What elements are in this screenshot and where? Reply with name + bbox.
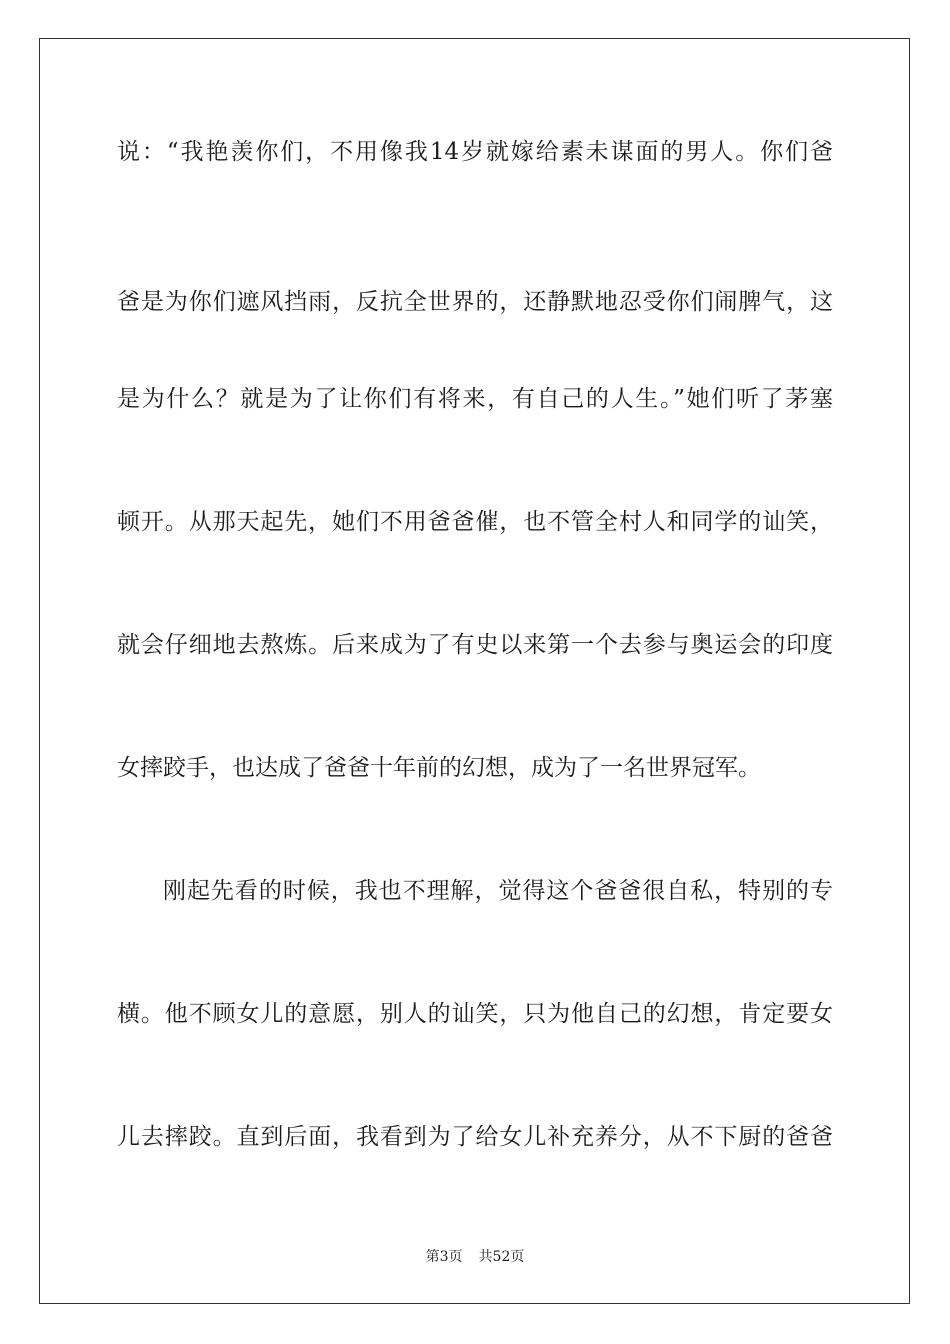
- page-total: 共52页: [478, 1249, 525, 1265]
- text-line: 横。他不顾女儿的意愿，别人的讪笑，只为他自己的幻想，肯定要女: [117, 1001, 833, 1027]
- page-number: 第3页: [425, 1249, 463, 1265]
- text-line: 是为什么？就是为了让你们有将来，有自己的人生。”她们听了茅塞: [117, 386, 833, 412]
- text-line: 爸是为你们遮风挡雨，反抗全世界的，还静默地忍受你们闹脾气，这: [117, 289, 833, 315]
- text-line: 就会仔细地去熬炼。后来成为了有史以来第一个去参与奥运会的印度: [117, 632, 833, 658]
- page-border: [39, 38, 910, 1304]
- text-line: 刚起先看的时候，我也不理解，觉得这个爸爸很自私，特别的专: [163, 878, 833, 904]
- text-line: 女摔跤手，也达成了爸爸十年前的幻想，成为了一名世界冠军。: [117, 755, 761, 781]
- text-line: 儿去摔跤。直到后面，我看到为了给女儿补充养分，从不下厨的爸爸: [117, 1124, 833, 1150]
- text-line: 顿开。从那天起先，她们不用爸爸催，也不管全村人和同学的讪笑，: [117, 509, 833, 535]
- page-footer: [0, 1247, 950, 1267]
- text-line: 说：“我艳羡你们，不用像我14岁就嫁给素未谋面的男人。你们爸: [117, 139, 833, 165]
